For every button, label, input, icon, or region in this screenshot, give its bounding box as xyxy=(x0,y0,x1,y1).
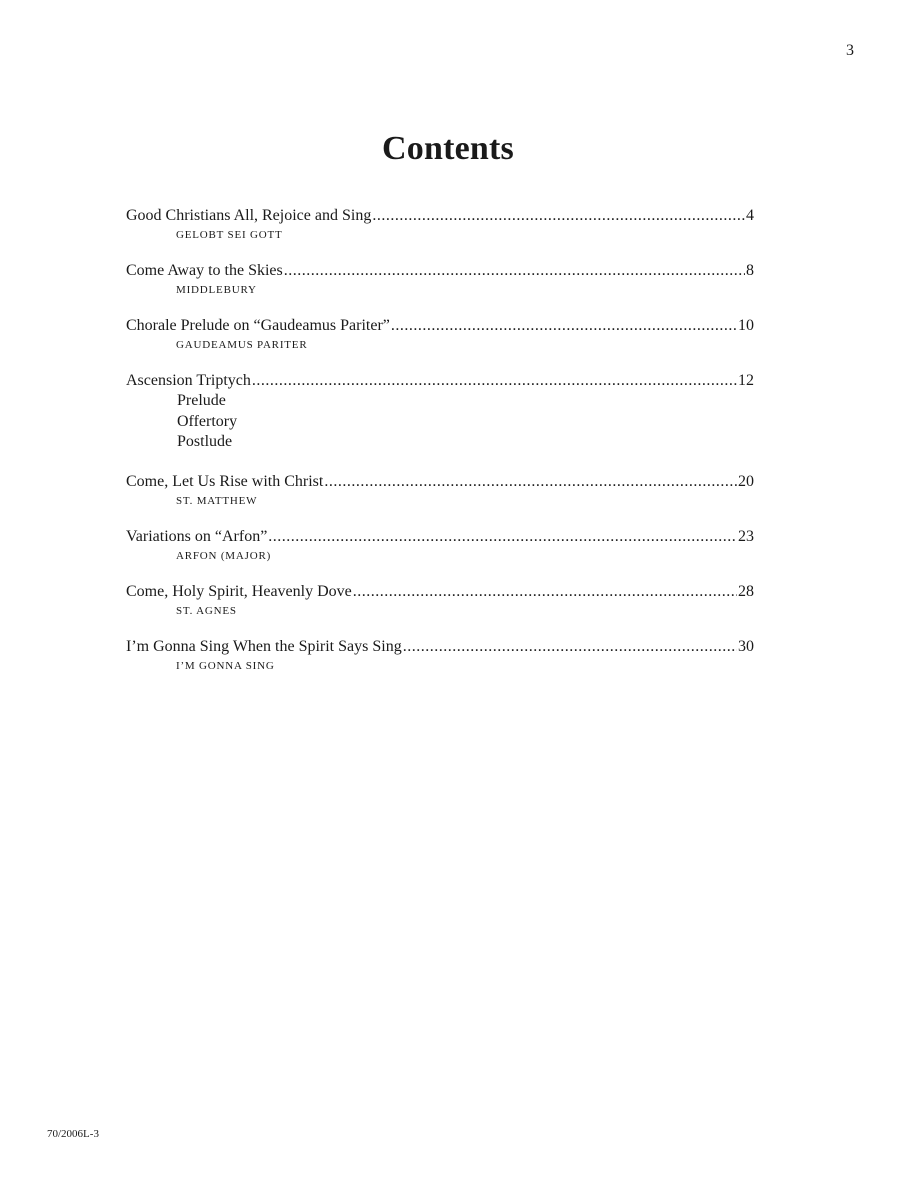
toc-entry xyxy=(126,316,754,352)
page-number: 3 xyxy=(846,42,854,59)
toc-entry xyxy=(126,206,754,242)
movement-title: Prelude xyxy=(177,392,226,409)
toc-entry xyxy=(126,527,754,563)
dot-leader xyxy=(372,206,745,226)
tune-name: MIDDLEBURY xyxy=(176,284,257,296)
tune-name: GAUDEAMUS PARITER xyxy=(176,339,308,351)
page-title: Contents xyxy=(382,130,514,167)
entry-page-number: 4 xyxy=(746,207,754,224)
toc-entry xyxy=(126,637,754,673)
entry-page-number: 8 xyxy=(746,262,754,279)
entry-title: Come, Let Us Rise with Christ xyxy=(126,472,324,490)
tune-name: ST. MATTHEW xyxy=(176,494,258,507)
entry-page-number: 20 xyxy=(738,472,754,490)
dot-leader xyxy=(268,527,737,547)
entry-title: Come, Holy Spirit, Heavenly Dove xyxy=(126,582,352,600)
dot-leader xyxy=(324,472,737,492)
dot-leader xyxy=(403,637,737,657)
table-of-contents xyxy=(126,206,754,692)
entry-page-number: 12 xyxy=(738,372,754,389)
entry-page-number: 10 xyxy=(738,317,754,334)
entry-page-number: 28 xyxy=(738,582,754,600)
dot-leader xyxy=(284,261,745,281)
toc-entry xyxy=(126,472,754,508)
toc-entry xyxy=(126,261,754,297)
tune-name: I’M GONNA SING xyxy=(176,659,275,672)
movement-title: Offertory xyxy=(177,412,238,430)
entry-title: Come Away to the Skies xyxy=(126,262,283,279)
entry-title: Good Christians All, Rejoice and Sing xyxy=(126,207,372,224)
movement-title: Postlude xyxy=(177,433,233,450)
toc-entry xyxy=(126,582,754,618)
entry-page-number: 23 xyxy=(738,527,754,545)
entry-page-number: 30 xyxy=(738,637,754,655)
dot-leader xyxy=(391,316,737,336)
tune-name: GELOBT SEI GOTT xyxy=(176,229,283,241)
tune-name: ST. AGNES xyxy=(176,604,237,617)
entry-title: Chorale Prelude on “Gaudeamus Pariter” xyxy=(126,317,390,334)
tune-name: ARFON (MAJOR) xyxy=(176,549,272,562)
footer-catalog-code: 70/2006L-3 xyxy=(47,1128,99,1140)
dot-leader xyxy=(353,582,737,602)
toc-entry xyxy=(126,371,754,453)
entry-title: Ascension Triptych xyxy=(126,372,251,389)
dot-leader xyxy=(252,371,737,391)
entry-title: I’m Gonna Sing When the Spirit Says Sing xyxy=(126,637,402,655)
entry-title: Variations on “Arfon” xyxy=(126,527,268,545)
